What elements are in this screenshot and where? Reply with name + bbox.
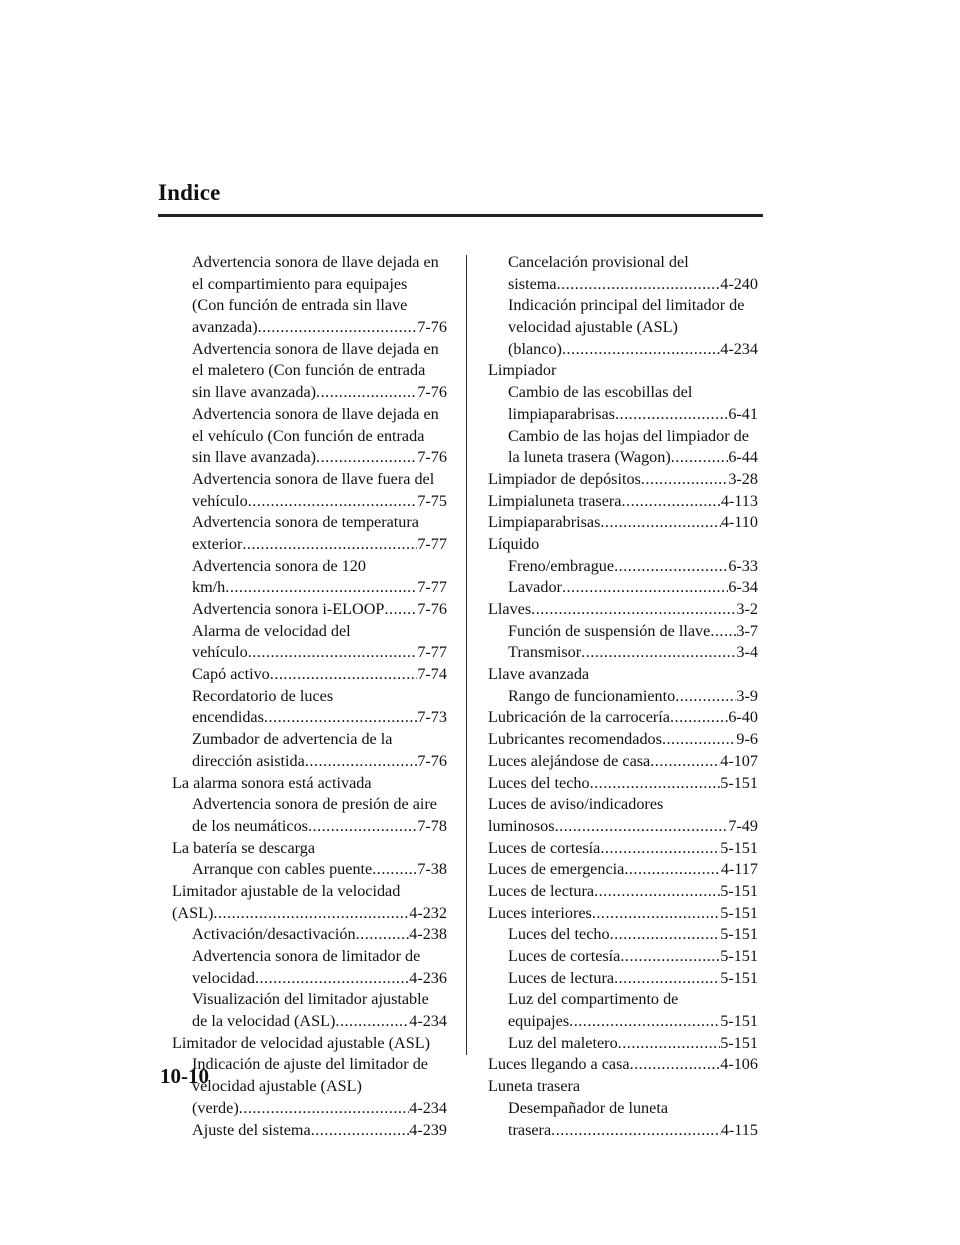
dot-leader [308,816,417,838]
index-entry [488,946,758,968]
index-entry-text: Limpialuneta trasera [488,491,622,510]
index-entry-text: velocidad [192,968,255,987]
dot-leader [551,1120,721,1142]
index-entry-text: Luces llegando a casa [488,1055,630,1074]
index-entry [172,642,447,664]
index-entry-page: 7-78 [417,816,447,835]
index-entry-page: 4-113 [720,491,758,510]
index-entry: Desempañador de luneta [508,1098,669,1117]
index-entry-text: km/h [192,578,226,597]
index-entry [172,317,447,339]
index-entry [488,1033,758,1055]
dot-leader [662,729,736,751]
dot-leader [600,512,720,534]
index-entry-text: equipajes [508,1012,570,1031]
index-entry-text: Freno/embrague [508,556,615,575]
dot-leader [264,707,417,729]
index-entry [488,838,758,860]
dot-leader [621,491,720,513]
index-entry-text: Activación/desactivación [192,925,356,944]
index-entry: el maletero (Con función de entrada [192,361,426,380]
index-entry-text: Rango de funcionamiento [508,686,676,705]
index-entry [172,599,447,621]
index-entry: Limitador de velocidad ajustable (ASL) [172,1033,431,1052]
index-entry-text: Luces de lectura [488,881,595,900]
index-entry [488,968,758,990]
index-entry-page: 5-151 [720,903,758,922]
index-entry-text: luminosos [488,816,555,835]
index-entry-text: Luces del techo [508,925,610,944]
index-entry-page: 3-9 [736,686,758,705]
dot-leader [335,1011,409,1033]
index-entry [172,1120,447,1142]
dot-leader [316,447,417,469]
index-entry: Cambio de las escobillas del [508,383,693,402]
index-entry-text: limpiaparabrisas [508,404,615,423]
dot-leader [311,1120,410,1142]
index-entry-page: 4-234 [409,1098,447,1117]
index-entry-text: Luces de emergencia [488,860,625,879]
index-entry-page: 5-151 [720,838,758,857]
index-entry-page: 7-76 [417,448,447,467]
index-entry-text: Luz del maletero [508,1033,618,1052]
dot-leader [614,968,720,990]
index-column-right [488,252,758,1141]
index-entry: Advertencia sonora de presión de aire [192,795,437,814]
dot-leader [675,686,736,708]
index-entry-text: dirección asistida [192,751,305,770]
index-entry-page: 7-49 [728,816,758,835]
index-entry [172,968,447,990]
index-entry [488,339,758,361]
index-entry: Advertencia sonora de llave fuera del [192,469,435,488]
index-entry: Llave avanzada [488,665,590,684]
index-entry-text: Luces de lectura [508,968,615,987]
index-entry-page: 7-76 [417,751,447,770]
index-entry [488,707,758,729]
index-entry [488,404,758,426]
index-entry-text: sin llave avanzada) [192,448,317,467]
index-entry: Cambio de las hojas del limpiador de [508,426,749,445]
dot-leader [600,838,720,860]
index-entry [488,1120,758,1142]
index-entry-page: 7-77 [417,578,447,597]
index-entry-text: sistema [508,274,557,293]
index-entry-text: Lubricantes recomendados [488,730,662,749]
index-entry [488,686,758,708]
index-entry-page: 5-151 [720,773,758,792]
index-entry-text: Función de suspensión de llave [508,621,711,640]
dot-leader [618,1033,721,1055]
index-entry-text: Lubricación de la carrocería [488,708,670,727]
index-entry-text: Capó activo [192,665,270,684]
index-entry-page: 4-239 [409,1120,447,1139]
dot-leader [590,773,721,795]
dot-leader [610,924,721,946]
index-entry-text: exterior [192,534,243,553]
index-entry: Indicación de ajuste del limitador de [192,1055,428,1074]
index-entry-page: 3-28 [728,469,758,488]
index-entry-page: 4-107 [720,751,758,770]
dot-leader [624,859,721,881]
page-title: Indice [158,180,221,205]
index-entry: velocidad ajustable (ASL) [192,1077,362,1096]
index-entry-page: 4-117 [720,860,758,879]
index-entry-text: Advertencia sonora i-ELOOP [192,600,385,618]
column-divider [466,255,467,1055]
dot-leader [562,339,720,361]
index-entry-text: Transmisor [508,643,582,662]
index-entry-text: (verde) [192,1098,239,1117]
index-entry-page: 6-33 [728,556,758,575]
index-entry [172,534,447,556]
index-entry-text: Luces de cortesía [488,838,601,857]
dot-leader [305,751,418,773]
index-entry [172,924,447,946]
dot-leader [581,642,736,664]
index-entry-text: de la velocidad (ASL) [192,1012,336,1031]
index-entry-page: 5-151 [720,1012,758,1031]
index-entry: Limpiador [488,361,557,380]
index-entry-page: 4-115 [720,1120,758,1139]
index-entry [172,491,447,513]
index-entry-text: sin llave avanzada) [192,383,317,402]
index-entry-text: encendidas [192,708,264,727]
index-entry [488,903,758,925]
index-entry [488,881,758,903]
index-entry [488,729,758,751]
index-entry: Advertencia sonora de llave dejada en [192,404,439,423]
index-entry-text: Ajuste del sistema [192,1120,311,1139]
dot-leader [614,556,728,578]
index-entry-page: 7-75 [417,491,447,510]
index-entry-page: 3-7 [736,621,758,640]
index-entry: Luces de aviso/indicadores [488,795,664,814]
dot-leader [255,968,409,990]
index-entry: Cancelación provisional del [508,253,689,271]
index-entry-page: 6-44 [728,448,758,467]
index-entry [172,577,447,599]
index-entry [488,469,758,491]
index-entry-page: 4-234 [720,339,758,358]
page-number: 10-10 [160,1064,209,1088]
dot-leader [239,1098,410,1120]
index-entry-page: 4-110 [720,513,758,532]
dot-leader [531,599,736,621]
index-entry-page: 5-151 [720,881,758,900]
index-entry-page: 7-76 [417,383,447,402]
index-entry [488,773,758,795]
dot-leader [372,859,417,881]
index-entry-text: Limpiador de depósitos [488,469,641,488]
index-entry [488,1054,758,1076]
dot-leader [248,642,418,664]
index-entry-page: 6-41 [728,404,758,423]
index-entry-text: vehículo [192,643,248,662]
index-entry-page: 4-106 [720,1055,758,1074]
index-entry-text: Llaves [488,600,532,618]
index-entry-page: 4-234 [409,1012,447,1031]
index-entry-page: 6-34 [728,578,758,597]
index-entry [488,599,758,621]
dot-leader [562,577,728,599]
index-entry-page: 4-236 [409,968,447,987]
index-entry [488,751,758,773]
dot-leader [225,577,417,599]
index-entry-text: de los neumáticos [192,816,308,835]
dot-leader [650,751,720,773]
index-entry-page: 7-76 [417,600,447,618]
index-entry: Limitador ajustable de la velocidad [172,881,401,900]
index-entry: el compartimiento para equipajes [192,274,408,293]
index-entry: (Con función de entrada sin llave [192,296,408,315]
dot-leader [670,707,728,729]
index-entry-page: 7-77 [417,643,447,662]
index-entry [488,577,758,599]
index-entry [172,664,447,686]
index-entry-page: 4-232 [409,903,447,922]
index-entry-page: 3-4 [736,643,758,662]
dot-leader [258,317,418,339]
index-entry-text: Luces alejándose de casa [488,751,651,770]
index-entry: Visualización del limitador ajustable [192,990,429,1009]
index-entry: Zumbador de advertencia de la [192,730,393,749]
dot-leader [356,924,410,946]
index-entry-page: 7-76 [417,318,447,337]
index-entry: el vehículo (Con función de entrada [192,426,425,445]
index-entry [488,274,758,296]
index-entry-text: Luces del techo [488,773,590,792]
index-entry: Advertencia sonora de llave dejada en [192,253,439,271]
index-entry: Indicación principal del limitador de [508,296,745,315]
index-entry-text: avanzada) [192,318,258,337]
index-entry: Recordatorio de luces [192,686,334,705]
index-entry [488,447,758,469]
dot-leader [557,274,721,296]
dot-leader [384,599,417,621]
index-entry-page: 5-151 [720,925,758,944]
index-entry-text: (ASL) [172,903,214,922]
index-entry-text: trasera [508,1120,552,1139]
index-entry-text: vehículo [192,491,248,510]
index-entry [172,816,447,838]
index-entry-text: Lavador [508,578,562,597]
dot-leader [615,404,728,426]
index-entry-page: 4-238 [409,925,447,944]
dot-leader [316,382,417,404]
index-entry-page: 5-151 [720,1033,758,1052]
dot-leader [710,621,736,643]
index-entry-text: Luces interiores [488,903,592,922]
index-entry-text: Arranque con cables puente [192,860,373,879]
index-entry [172,859,447,881]
index-entry: Advertencia sonora de llave dejada en [192,339,439,358]
dot-leader [248,491,418,513]
index-entry [172,1011,447,1033]
dot-leader [270,664,418,686]
index-entry: La batería se descarga [172,838,316,857]
dot-leader [641,469,728,491]
index-entry [172,751,447,773]
index-entry: velocidad ajustable (ASL) [508,318,678,337]
index-entry-page: 9-6 [736,730,758,749]
index-entry [488,512,758,534]
dot-leader [630,1054,721,1076]
index-entry-page: 7-38 [417,860,447,879]
index-entry [488,816,758,838]
index-entry: La alarma sonora está activada [172,773,372,792]
index-entry-text: Limpiaparabrisas [488,513,601,532]
index-entry [488,491,758,513]
dot-leader [594,881,720,903]
index-entry-page: 5-151 [720,947,758,965]
index-entry: Advertencia sonora de temperatura [192,513,419,532]
dot-leader [242,534,417,556]
index-entry [488,1011,758,1033]
index-entry: Alarma de velocidad del [192,621,351,640]
dot-leader [592,903,720,925]
index-entry: Advertencia sonora de 120 [192,556,366,575]
index-entry [488,556,758,578]
index-entry [488,859,758,881]
index-entry [172,447,447,469]
index-column-left [172,252,447,1141]
index-entry: Líquido [488,534,540,553]
index-entry-page: 6-40 [728,708,758,727]
index-entry: Luz del compartimento de [508,990,679,1009]
index-entry [488,924,758,946]
index-entry [172,903,447,925]
dot-leader [671,447,729,469]
index-entry-page: 5-151 [720,968,758,987]
index-entry-page: 7-74 [417,665,447,684]
header-rule [158,214,763,217]
index-entry-page: 3-2 [736,600,758,618]
index-entry: Advertencia sonora de limitador de [192,947,421,965]
index-entry [488,621,758,643]
dot-leader [569,1011,720,1033]
dot-leader [555,816,729,838]
index-entry-text: (blanco) [508,339,562,358]
index-entry-text: la luneta trasera (Wagon) [508,448,671,467]
index-entry [172,382,447,404]
dot-leader [620,946,720,968]
index-entry-text: Luces de cortesía [508,947,621,965]
dot-leader [213,903,409,925]
index-entry [488,642,758,664]
index-entry-page: 4-240 [720,274,758,293]
index-entry: Luneta trasera [488,1077,581,1096]
index-entry-page: 7-77 [417,534,447,553]
index-entry [172,1098,447,1120]
index-entry [172,707,447,729]
index-entry-page: 7-73 [417,708,447,727]
